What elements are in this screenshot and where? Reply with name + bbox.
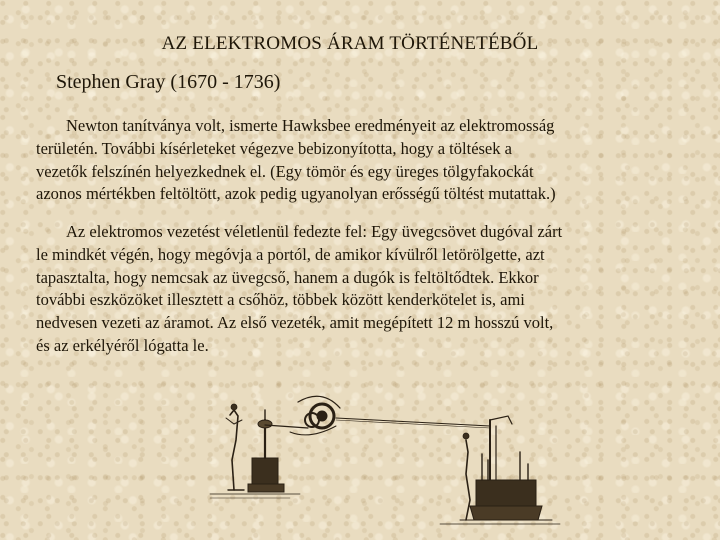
slide-title: AZ ELEKTROMOS ÁRAM TÖRTÉNETÉBŐL: [161, 33, 539, 54]
subtitle-years: (1670 - 1736): [170, 71, 281, 93]
paragraph-line: vezetők felszínén helyezkednek el. (Egy tömör és egy üreges tölgyfakockát: [36, 161, 534, 181]
paragraph-line: Az elektromos vezetést véletlenül fedezte fel: Egy üvegcsövet dugóval zárt: [66, 222, 563, 241]
paragraph-1: [36, 115, 696, 206]
paragraph-line: területén. További kísérleteket végezve bebizonyította, hogy a töltések a: [36, 138, 512, 158]
experiment-engraving: [190, 380, 565, 540]
wheel-mechanism: [290, 396, 340, 435]
paragraph-line: tapasztalta, hogy nemcsak az üvegcső, hanem a dugók is feltöltődtek. Ekkor: [36, 267, 539, 287]
subtitle-name: Stephen Gray: [56, 71, 166, 93]
paragraph-line: azonos mértékben feltöltött, azok pedig ugyanolyan erősségű töltést mutattak.): [36, 184, 556, 204]
paragraph-line: nedvesen vezeti az áramot. Az első vezeték, amit megépített 12 m hosszú volt,: [36, 313, 554, 333]
paragraph-line: Newton tanítványa volt, ismerte Hawksbee eredményeit az elektromosság: [66, 116, 555, 135]
paragraph-2: [36, 221, 696, 358]
string-line: [336, 418, 490, 428]
paragraph-line: további eszközöket illesztett a csőhöz, többek között kenderkötelet is, ami: [36, 290, 525, 310]
left-apparatus: [226, 404, 308, 492]
paragraph-line: le mindkét végén, hogy megóvja a portól, de amikor kívülről letörölgette, azt: [36, 244, 545, 264]
subtitle: [56, 71, 280, 94]
paragraph-line: és az erkélyéről lógatta le.: [36, 335, 209, 355]
right-apparatus: [460, 416, 552, 520]
